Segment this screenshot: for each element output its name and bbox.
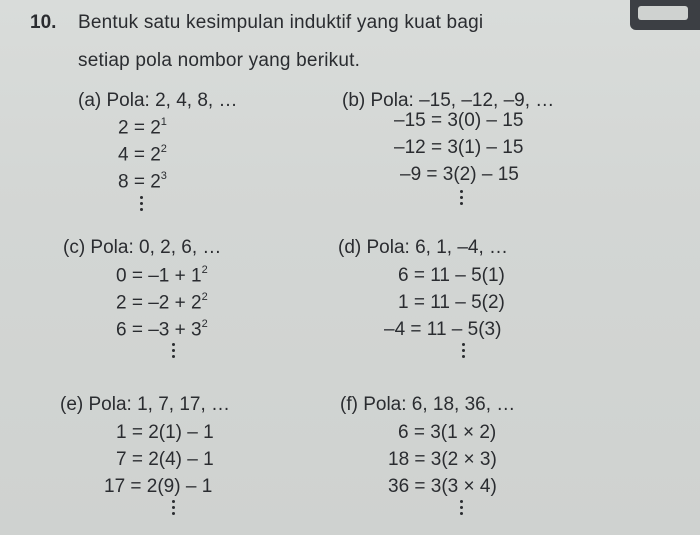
part-e-line1: 1 = 2(1) – 1 — [116, 422, 214, 443]
question-text-line1: Bentuk satu kesimpulan induktif yang kuat bagi — [78, 12, 484, 33]
part-f-label: (f) Pola: 6, 18, 36, … — [340, 394, 516, 415]
part-c-label: (c) Pola: 0, 2, 6, … — [63, 237, 222, 258]
page-corner-tab — [630, 0, 700, 30]
part-e-vertical-ellipsis — [172, 500, 176, 518]
part-a-vertical-ellipsis — [140, 196, 144, 214]
part-f-line3: 36 = 3(3 × 4) — [388, 476, 497, 497]
part-d-vertical-ellipsis — [462, 343, 466, 361]
part-a-line3: $8 = 2^3$ — [118, 170, 167, 193]
part-d-line3: –4 = 11 – 5(3) — [384, 319, 502, 340]
part-a-line2: $4 = 2^2$ — [118, 143, 167, 166]
part-b-line2: –12 = 3(1) – 15 — [394, 137, 524, 158]
part-b-line3: –9 = 3(2) – 15 — [400, 164, 519, 185]
part-a-label: (a) Pola: 2, 4, 8, … — [78, 90, 238, 111]
question-text-line2: setiap pola nombor yang berikut. — [78, 50, 361, 71]
part-c-line2: $2 = -2 + 2^2$ — [116, 291, 208, 314]
part-f-line1: 6 = 3(1 × 2) — [398, 422, 497, 443]
part-f-line2: 18 = 3(2 × 3) — [388, 449, 497, 470]
part-b-vertical-ellipsis — [460, 190, 464, 208]
part-d-line1: 6 = 11 – 5(1) — [398, 265, 505, 286]
part-c-vertical-ellipsis — [172, 343, 176, 361]
part-a-line1: $2 = 2^1$ — [118, 116, 167, 139]
part-d-line2: 1 = 11 – 5(2) — [398, 292, 505, 313]
question-number: 10. — [30, 12, 57, 33]
part-c-line3: $6 = -3 + 3^2$ — [116, 318, 208, 341]
part-e-label: (e) Pola: 1, 7, 17, … — [60, 394, 231, 415]
part-e-line2: 7 = 2(4) – 1 — [116, 449, 214, 470]
part-c-line1: $0 = -1 + 1^2$ — [116, 264, 208, 287]
part-b-label: (b) Pola: –15, –12, –9, … — [342, 90, 555, 111]
part-b-line1: –15 = 3(0) – 15 — [394, 110, 524, 131]
part-f-vertical-ellipsis — [460, 500, 464, 518]
part-d-label: (d) Pola: 6, 1, –4, … — [338, 237, 509, 258]
part-e-line3: 17 = 2(9) – 1 — [104, 476, 213, 497]
